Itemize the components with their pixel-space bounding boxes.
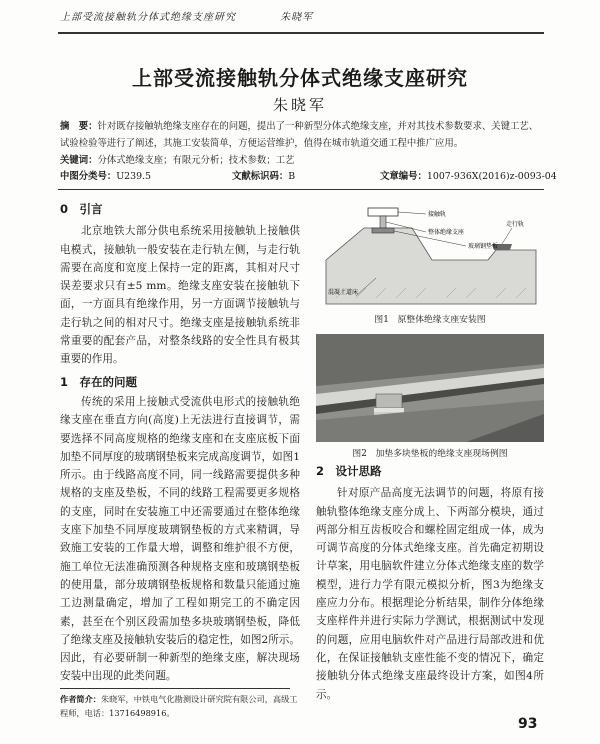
left-column bbox=[60, 200, 300, 686]
fiberglass-shim bbox=[372, 228, 394, 233]
section-heading-problems: 1 存在的问题 bbox=[60, 374, 138, 389]
footnote-text: 朱晓军，中铁电气化勘测设计研究院有限公司，高级工程师，电话：13716498916。 bbox=[60, 694, 298, 718]
footnote-rule bbox=[60, 688, 290, 689]
insulator-support bbox=[380, 216, 386, 228]
right-column bbox=[316, 462, 544, 704]
document-code: 文献标识码：B bbox=[232, 171, 296, 182]
label-shim: 玻璃钢垫板 bbox=[468, 243, 499, 250]
label-concrete-bed: 混凝土道床 bbox=[328, 289, 359, 296]
problems-paragraph: 传统的采用上接触式受流供电形式的接触轨绝缘支座在垂直方向(高度)上无法进行直接调节，需要选择不同高度规格的绝缘支座和在支座底板下面加垫不同厚度的玻璃钢垫板来完成高度调节，如图1所示。由于线路高度不同，同一线路需要提供多种规格的支座及垫板，不同的线路工程需要更多规格的支座，同时在安装施工中还需要通过在整体绝缘支座下加垫不同厚度玻璃钢垫板的方式来精调，导致施工安装的工作量大增，调整和维护很不方便，施工单位无法准确预测各种规格支座和玻璃钢垫板的使用量，部分玻璃钢垫板规格和数量只能通过施工边测量确定，增加了工程如期完工的不确定因素，甚至在个别区段需加垫多块玻璃钢垫板，降低了绝缘支座及接触轨安装后的稳定性，如图2所示。因此，有必要研制一种新型的绝缘支座，解决现场安装中出现的此类问题。 bbox=[60, 395, 300, 683]
label-running-rail: 走行轨 bbox=[506, 221, 525, 228]
figure-1-caption: 图1 原整体绝缘支座安装图 bbox=[374, 315, 486, 325]
section-separator bbox=[58, 189, 544, 190]
keywords-text: 分体式绝缘支座；有限元分析；技术参数；工艺 bbox=[97, 155, 295, 166]
abstract-text: 针对既存接触轨绝缘支座存在的问题，提出了一种新型分体式绝缘支座，并对其技术参数要求、关键工艺、试验检验等进行了阐述，其施工安装简单，方便运营维护，值得在城市轨道交通工程中推广应用。 bbox=[60, 121, 539, 149]
section-heading-design: 2 设计思路 bbox=[316, 464, 382, 478]
running-header-journal: 上部受流接触轨分体式绝缘支座研究 bbox=[60, 12, 236, 23]
figure-2-photo bbox=[316, 334, 544, 442]
running-header bbox=[60, 8, 313, 23]
page-title: 上部受流接触轨分体式绝缘支座研究 bbox=[132, 66, 468, 90]
footnote-label: 作者简介： bbox=[60, 694, 101, 704]
intro-paragraph: 北京地铁大部分供电系统采用接触轨上接触供电模式，接触轨一般安装在走行轨左侧，与走行轨需要在高度和宽度上保持一定的距离，其相对尺寸误差要求只有±5 mm。绝缘支座安装在接触轨下面，一方面具有绝缘作用，另一方面调节接触轨与走行轨之间的相对尺寸。绝缘支座是接触轨系统非常重要的配套产品，对整条线路的安全性具有极其重要的作用。 bbox=[60, 225, 300, 366]
abstract-label: 摘 要： bbox=[60, 121, 98, 132]
running-header-author: 朱晓军 bbox=[280, 12, 314, 23]
keywords-label: 关键词： bbox=[60, 155, 98, 166]
header-rule bbox=[58, 32, 544, 34]
section-heading-intro: 0 引言 bbox=[60, 202, 103, 216]
clc-code: 中图分类号：U239.5 bbox=[60, 171, 152, 182]
label-contact-rail: 接触轨 bbox=[428, 211, 447, 218]
figure-2-photo-illustration bbox=[316, 334, 544, 442]
page-number: 93 bbox=[518, 716, 538, 732]
design-paragraph: 针对原产品高度无法调节的问题，将原有接触轨整体绝缘支座分成上、下两部分模块，通过两部分相互齿板咬合和螺栓固定组成一体，成为可调节高度的分体式绝缘支座。首先确定初期设计草案，用电脑软件建立分体式绝缘支座的数学模型，进行力学有限元模拟分析，图3为绝缘支座应力分布。根据理论分析结果，制作分体绝缘支座样件并进行实际力学测试，根据测试中发现的问题，应用电脑软件对产品进行局部改进和优化，在保证接触轨支座性能不变的情况下，确定接触轨分体式绝缘支座最终设计方案，如图4所示。 bbox=[316, 487, 544, 701]
figure-1-diagram bbox=[316, 198, 544, 308]
abstract-block bbox=[60, 118, 545, 169]
figure-2-caption: 图2 加垫多块垫板的绝缘支座现场例图 bbox=[352, 449, 508, 459]
author-name: 朱晓军 bbox=[272, 96, 327, 114]
label-support: 整体绝缘支座 bbox=[428, 229, 465, 236]
contact-rail-head bbox=[368, 208, 398, 216]
article-number: 文章编号：1007-936X(2016)z-0093-04 bbox=[380, 171, 557, 182]
author-footnote bbox=[60, 692, 300, 720]
